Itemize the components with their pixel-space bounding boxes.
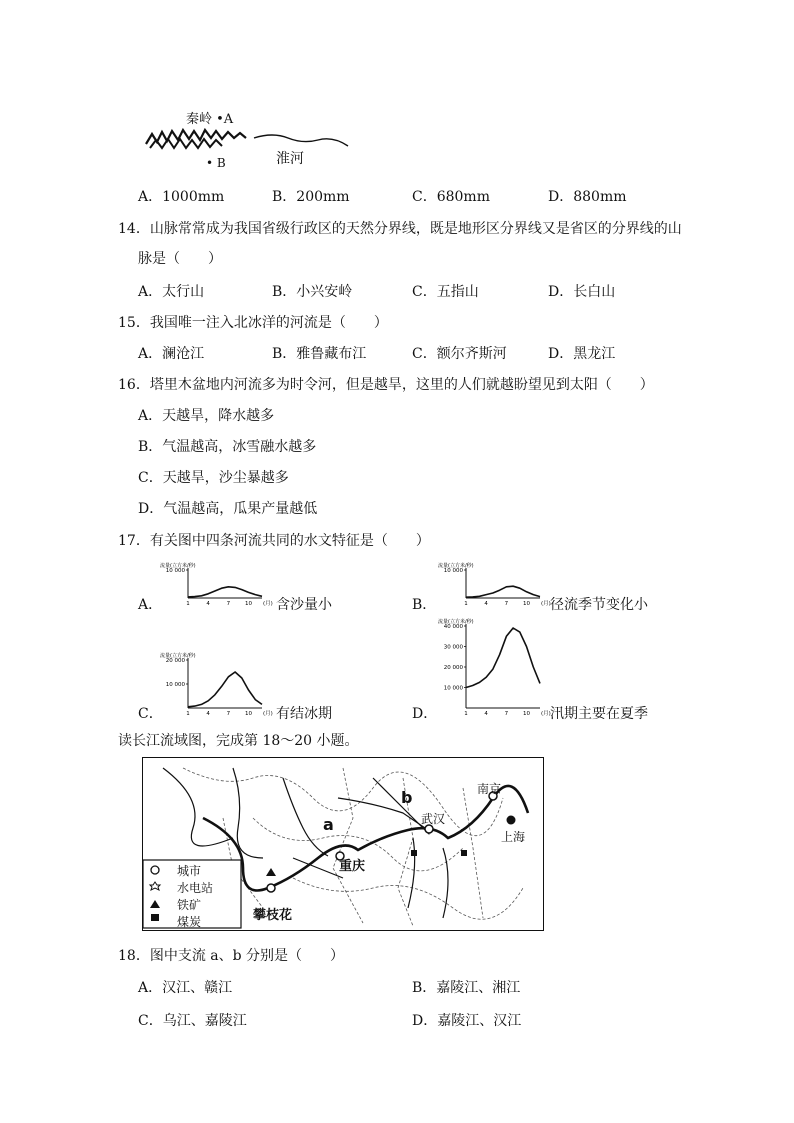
chart-ylabel: 流量(立方米/秒) bbox=[438, 619, 474, 625]
chart-x-tick-label: 1 bbox=[186, 601, 190, 607]
chart-flow-line bbox=[466, 586, 540, 597]
q18-stem: 18．图中支流 a、b 分别是（ ） bbox=[118, 948, 345, 964]
q18-option-a[interactable]: A．汉江、赣江 bbox=[138, 980, 233, 996]
chart-x-tick-label: 4 bbox=[206, 601, 210, 607]
chart-y-tick-label: 20 000 bbox=[165, 658, 185, 664]
q17-option-a-letter[interactable]: A． bbox=[138, 597, 163, 613]
chart-x-unit: (月) bbox=[263, 711, 273, 717]
legend-iron-ore: 铁矿 bbox=[177, 898, 202, 912]
q17-chart-a bbox=[158, 560, 276, 608]
chart-x-tick-label: 10 bbox=[523, 601, 531, 607]
q14-option-a[interactable]: A．太行山 bbox=[138, 284, 205, 300]
q17-chart-d bbox=[436, 616, 554, 718]
chart-x-tick-label: 1 bbox=[186, 711, 190, 717]
legend-hydropower: 水电站 bbox=[177, 881, 214, 895]
chart-flow-line bbox=[188, 587, 262, 597]
legend-city: 城市 bbox=[177, 864, 202, 878]
q17-option-c-letter[interactable]: C． bbox=[138, 706, 163, 722]
yangtze-basin-map bbox=[142, 757, 544, 931]
q17-option-a-text[interactable]: 含沙量小 bbox=[276, 597, 332, 613]
qinling-label: 秦岭 •A bbox=[186, 112, 234, 127]
chart-x-tick-label: 1 bbox=[464, 601, 468, 607]
chart-y-tick-label: 10 000 bbox=[165, 682, 185, 688]
map-city-wuhan: 武汉 bbox=[421, 812, 446, 826]
qinling-huaihe-figure bbox=[138, 104, 358, 176]
q14-option-d[interactable]: D．长白山 bbox=[548, 284, 616, 300]
chart-x-tick-label: 7 bbox=[504, 601, 509, 607]
q15-stem: 15．我国唯一注入北冰洋的河流是（ ） bbox=[118, 315, 388, 331]
chart-ylabel: 流量(立方米/秒) bbox=[438, 563, 474, 569]
q17-stem: 17．有关图中四条河流共同的水文特征是（ ） bbox=[118, 533, 430, 549]
q17-option-b-text[interactable]: 径流季节变化小 bbox=[550, 597, 648, 613]
q15-option-d[interactable]: D．黑龙江 bbox=[548, 346, 616, 362]
chart-x-tick-label: 7 bbox=[504, 711, 509, 717]
chart-y-tick-label: 40 000 bbox=[443, 624, 463, 630]
chart-ylabel: 流量(立方米/秒) bbox=[160, 653, 196, 659]
chart-flow-line bbox=[188, 672, 262, 707]
q18-option-c[interactable]: C．乌江、嘉陵江 bbox=[138, 1013, 247, 1029]
q16-option-c[interactable]: C．天越旱，沙尘暴越多 bbox=[138, 470, 289, 486]
q16-option-a[interactable]: A．天越旱，降水越多 bbox=[138, 408, 275, 424]
q17-chart-b bbox=[436, 560, 554, 608]
map-city-shanghai: 上海 bbox=[501, 830, 526, 844]
chart-y-tick-label: 10 000 bbox=[443, 568, 463, 574]
chart-x-tick-label: 10 bbox=[245, 711, 253, 717]
q16-option-d[interactable]: D．气温越高，瓜果产量越低 bbox=[138, 501, 318, 517]
map-label-a: a bbox=[323, 815, 334, 834]
chart-y-tick-label: 20 000 bbox=[443, 665, 463, 671]
chart-x-tick-label: 7 bbox=[226, 601, 231, 607]
chart-x-tick-label: 10 bbox=[523, 711, 531, 717]
chart-flow-line bbox=[466, 628, 540, 688]
chart-x-tick-label: 4 bbox=[484, 601, 488, 607]
q15-option-a[interactable]: A．澜沧江 bbox=[138, 346, 205, 362]
point-b-label: • B bbox=[206, 156, 226, 170]
q14-option-c[interactable]: C．五指山 bbox=[412, 284, 479, 300]
chart-ylabel: 流量(立方米/秒) bbox=[160, 563, 196, 569]
chart-x-unit: (月) bbox=[541, 601, 551, 607]
q15-option-b[interactable]: B．雅鲁藏布江 bbox=[272, 346, 367, 362]
q16-stem: 16．塔里木盆地内河流多为时令河，但是越旱，这里的人们就越盼望见到太阳（ ） bbox=[118, 377, 654, 393]
map-city-chongqing: 重庆 bbox=[339, 859, 366, 874]
chart-x-tick-label: 4 bbox=[206, 711, 210, 717]
q17-option-d-letter[interactable]: D． bbox=[412, 706, 438, 722]
chart-y-tick-label: 10 000 bbox=[443, 685, 463, 692]
q13-option-a[interactable]: A．1000mm bbox=[138, 189, 225, 205]
q17-option-c-text[interactable]: 有结冰期 bbox=[276, 706, 332, 722]
section-intro: 读长江流域图，完成第 18～20 小题。 bbox=[118, 733, 359, 749]
q18-option-b[interactable]: B．嘉陵江、湘江 bbox=[412, 980, 521, 996]
q13-option-d[interactable]: D．880mm bbox=[548, 189, 627, 205]
chart-y-tick-label: 10 000 bbox=[165, 568, 185, 574]
chart-x-tick-label: 10 bbox=[245, 601, 253, 607]
q17-option-d-text[interactable]: 汛期主要在夏季 bbox=[550, 706, 648, 722]
map-city-panzhihua: 攀枝花 bbox=[253, 908, 293, 923]
q16-option-b[interactable]: B．气温越高，冰雪融水越多 bbox=[138, 439, 317, 455]
chart-y-tick-label: 30 000 bbox=[443, 644, 463, 651]
q17-option-b-letter[interactable]: B． bbox=[412, 597, 437, 613]
chart-x-unit: (月) bbox=[541, 711, 551, 717]
q14-option-b[interactable]: B．小兴安岭 bbox=[272, 284, 353, 300]
chart-x-tick-label: 1 bbox=[464, 711, 468, 717]
q13-option-c[interactable]: C．680mm bbox=[412, 189, 490, 205]
q17-chart-c bbox=[158, 650, 276, 718]
chart-x-tick-label: 4 bbox=[484, 711, 488, 717]
huaihe-label: 淮河 bbox=[276, 151, 304, 167]
chart-x-unit: (月) bbox=[263, 601, 273, 607]
q18-option-d[interactable]: D．嘉陵江、汉江 bbox=[412, 1013, 522, 1029]
q14-stem-line2: 脉是（ ） bbox=[138, 251, 222, 267]
q14-stem-line1: 14．山脉常常成为我国省级行政区的天然分界线，既是地形区分界线又是省区的分界线的山 bbox=[118, 221, 682, 237]
map-label-b: b bbox=[401, 788, 413, 807]
q15-option-c[interactable]: C．额尔齐斯河 bbox=[412, 346, 507, 362]
legend-coal: 煤炭 bbox=[177, 915, 202, 929]
q13-option-b[interactable]: B．200mm bbox=[272, 189, 350, 205]
chart-x-tick-label: 7 bbox=[226, 711, 231, 717]
map-city-nanjing: 南京 bbox=[477, 782, 502, 796]
